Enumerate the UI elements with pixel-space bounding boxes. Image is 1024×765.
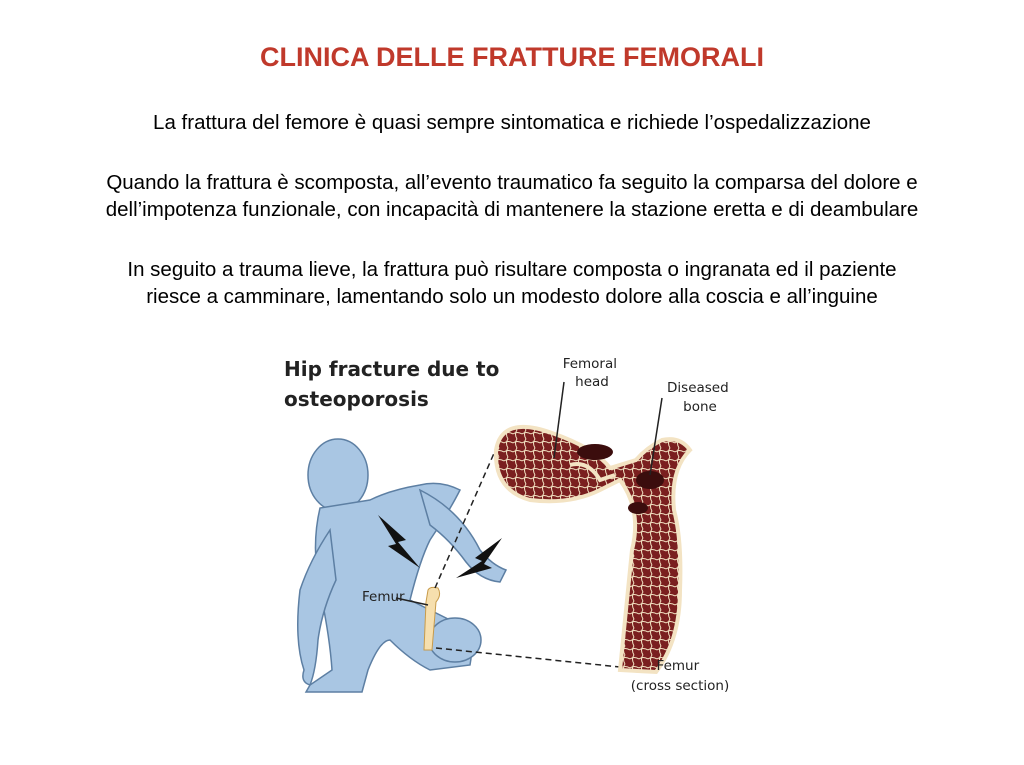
figure-title: Hip fracture due to osteoporosis (284, 357, 500, 411)
label-femoral-head: Femoral head (562, 356, 618, 390)
paragraph-displaced-fracture (10, 169, 1014, 223)
label-femur: Femur (362, 589, 405, 605)
slide-title: CLINICA DELLE FRATTURE FEMORALI (260, 42, 764, 72)
seated-person-figure (298, 439, 506, 692)
paragraph-line: La frattura del femore è quasi sempre sintomatica e richiede l’ospedalizzazione (153, 111, 871, 134)
paragraph-line: Quando la frattura è scomposta, all’evento traumatico fa seguito la comparsa del dolore e (106, 171, 918, 194)
paragraph-line: In seguito a trauma lieve, la frattura può risultare composta o ingranata ed il paziente (127, 258, 897, 281)
femur-cross-section (496, 427, 690, 672)
paragraph-line: riesce a camminare, lamentando solo un modesto dolore alla coscia e all’inguine (146, 285, 878, 308)
label-femur-cross-section: Femur (cross section) (630, 658, 730, 694)
paragraph-mild-trauma (10, 256, 1014, 310)
paragraph-line: dell’impotenza funzionale, con incapacità di mantenere la stazione eretta e di deambulare (105, 198, 919, 221)
hip-fracture-illustration (270, 340, 760, 712)
paragraph-hospitalization (10, 109, 1014, 136)
label-diseased-bone: Diseased bone (667, 380, 729, 415)
